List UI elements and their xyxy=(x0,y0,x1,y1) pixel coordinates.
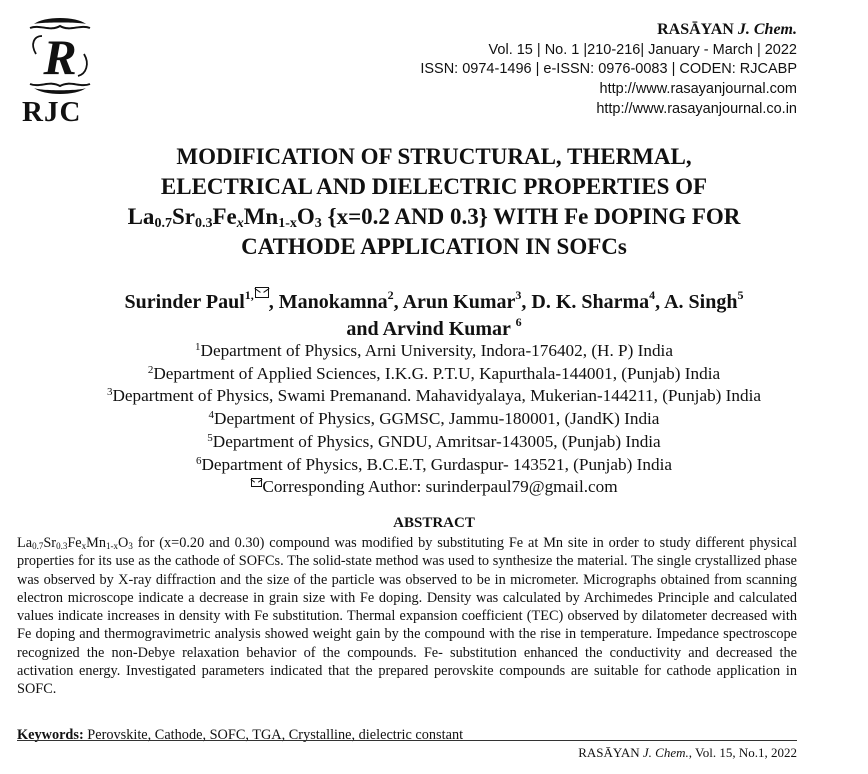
envelope-icon xyxy=(251,478,262,487)
journal-name xyxy=(420,20,797,41)
affiliation-list xyxy=(0,340,868,499)
title-line-1: MODIFICATION OF STRUCTURAL, THERMAL, xyxy=(176,144,692,169)
paper-title xyxy=(0,142,868,262)
journal-url-2[interactable]: http://www.rasayanjournal.co.in xyxy=(596,100,797,117)
author-name: Manokamna xyxy=(278,291,388,313)
title-line-2: ELECTRICAL AND DIELECTRIC PROPERTIES OF xyxy=(160,174,708,199)
volume-line: Vol. 15 | No. 1 |210-216| January - March | 2022 xyxy=(488,41,797,58)
keywords-label: Keywords: xyxy=(17,727,84,743)
title-line-3: $La_{0.7}Sr_{0.3}Fe_xMn_{1-x}O_3$ {x=0.2 AND 0.3} WITH Fe DOPING FOR xyxy=(127,204,741,231)
author-name: Arvind Kumar xyxy=(382,318,516,340)
journal-name-abbrev: J. Chem. xyxy=(737,21,797,38)
abstract-heading: ABSTRACT xyxy=(393,515,475,531)
journal-logo xyxy=(20,14,100,126)
author-name: D. K. Sharma xyxy=(531,291,650,313)
logo-text: RJC xyxy=(22,96,82,128)
author-name: Surinder Paul xyxy=(124,291,245,313)
affiliation: $^2$Department of Applied Sciences, I.K.G. P.T.U, Kapurthala-144001, (Punjab) India xyxy=(147,363,721,383)
author-name: A. Singh xyxy=(664,291,738,313)
footer-divider xyxy=(17,740,797,741)
title-line-4: CATHODE APPLICATION IN SOFCs xyxy=(241,234,627,259)
journal-header xyxy=(420,20,797,120)
author-line-2: and Arvind Kumar $^6$ xyxy=(346,315,522,340)
journal-name-main: RASĀYAN xyxy=(657,21,734,38)
issn-line: ISSN: 0974-1496 | e-ISSN: 0976-0083 | CODEN: RJCABP xyxy=(420,61,797,78)
corresponding-author: Corresponding Author: surinderpaul79@gmail.com xyxy=(0,476,868,499)
envelope-icon xyxy=(255,287,269,298)
affiliation: $^3$Department of Physics, Swami Premanand. Mahavidyalaya, Mukerian-144211, (Punjab) India xyxy=(106,386,762,406)
journal-crest-icon xyxy=(20,14,100,98)
affiliation: $^6$Department of Physics, B.C.E.T, Gurdaspur- 143521, (Punjab) India xyxy=(196,454,672,474)
author-line-1: Surinder Paul$^{1,}$ , Manokamna$^2$, Arun Kumar$^3$, D. K. Sharma$^4$, A. Singh$^5$ xyxy=(124,288,744,313)
affiliation: $^4$Department of Physics, GGMSC, Jammu-180001, (JandK) India xyxy=(208,409,660,429)
keywords xyxy=(17,727,463,744)
abstract-body: $La_{0.7}Sr_{0.3}Fe_xMn_{1-x}O_3$ for (x=0.20 and 0.30) compound was modified by substituting Fe at Mn site in order to study different physical properties for its use as the cathode of SOFCs. The solid-state method was used to synthesize the material. The single crystallized phase was observed by X-ray diffraction and the size of the particle was observed to be in micrometer. Micrographs obtained from scanning electron microscope indicate a decrease in grain size with Fe doping. Density was calculated by Archimedes Principle and calculated values indicate increases in density with Fe substitution. Thermal expansion coefficient (TEC) observed by dilatometer decreased with Fe doping and thermogravimetric analysis showed weight gain by the compound with the rise in temperature. Impedance spectroscope recognized the non-Debye relaxation behavior of the compounds. Fe- substitution enhanced the conductivity and decreased the activation energy. Investigated parameters indicated that the prepared perovskite compounds are suitable for cathode application in SOFC. xyxy=(17,535,797,698)
affiliation: $^1$Department of Physics, Arni University, Indora-176402, (H. P) India xyxy=(195,341,673,360)
page-footer: RASĀYAN J. Chem., Vol. 15, No.1, 2022 xyxy=(578,745,797,760)
journal-url-1[interactable]: http://www.rasayanjournal.com xyxy=(599,81,797,98)
keywords-text: Perovskite, Cathode, SOFC, TGA, Crystalline, dielectric constant xyxy=(83,727,464,743)
author-list xyxy=(0,287,868,343)
affiliation: $^5$Department of Physics, GNDU, Amritsar-143005, (Punjab) India xyxy=(207,431,661,451)
author-name: Arun Kumar xyxy=(402,291,516,313)
svg-text:R: R xyxy=(43,29,77,85)
